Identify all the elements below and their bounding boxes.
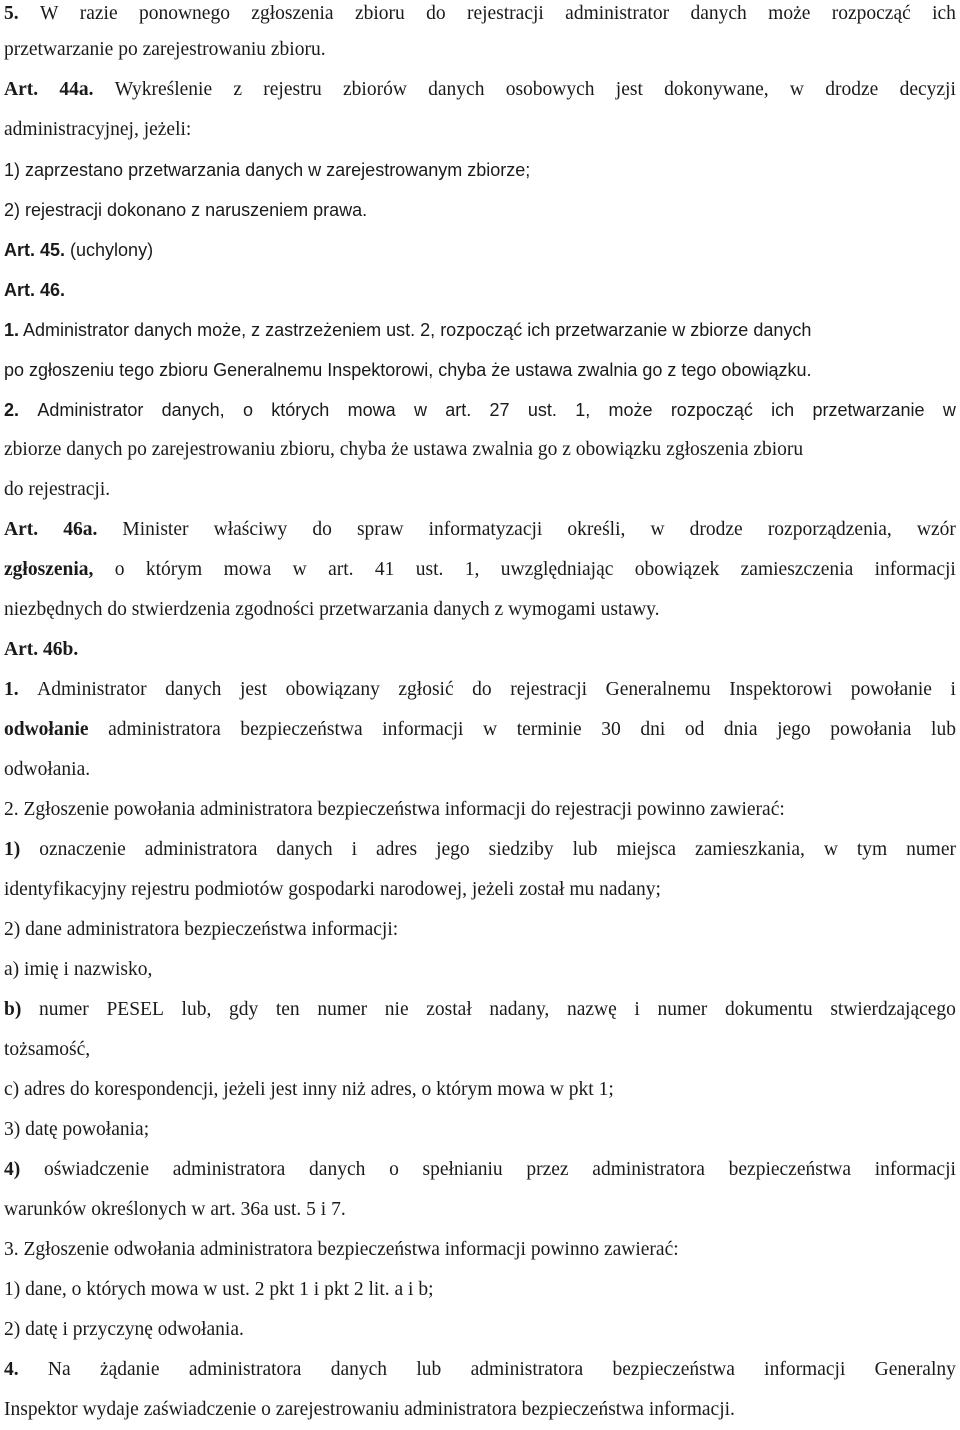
text-line [4,150,956,190]
text-content: 1) zaprzestano przetwarzania danych w zarejestrowanym zbiorze; [4,160,531,180]
text-word: rejestru [263,79,322,100]
text-word: administratora [172,1159,286,1180]
text-word: ich [771,400,795,420]
text-word: został [426,999,472,1020]
text-word: danych [330,1359,388,1380]
text-word: numer [657,999,708,1020]
text-word: administrator [565,3,670,24]
text-word: do [426,3,446,24]
text-line [4,950,956,990]
text-word: nie [384,999,409,1020]
text-word: 44a. [59,79,94,100]
text-word: administratora [592,1159,705,1180]
text-word: 1. [4,679,19,700]
text-word: decyzji [899,79,956,100]
text-word: Minister [122,519,189,540]
text-line [4,470,956,510]
text-line [4,1110,956,1150]
text-word: zamieszkania, [694,839,805,860]
text-word: adres [376,839,418,860]
text-word: mowa [347,400,396,420]
text-line [4,670,956,710]
text-word: Art. [4,519,39,540]
text-word: rejestracji [466,3,544,24]
text-word: przez [526,1159,569,1180]
text-content: odwołania. [4,759,91,780]
text-word: miejsca [616,839,677,860]
text-word: numer [906,839,956,860]
text-content: po zgłoszeniu tego zbioru Generalnemu Inspektorowi, chyba że ustawa zwalnia go z tego obowiązku. [4,360,812,380]
text-line [4,790,956,830]
text-line [4,1190,956,1230]
text-content: administracyjnej, jeżeli: [4,119,192,140]
text-line [4,910,956,950]
text-word: numer [317,999,368,1020]
text-content: Inspektor wydaje zaświadczenie o zarejestrowaniu administratora bezpieczeństwa informacji. [4,1399,735,1420]
text-word: w [942,400,956,420]
text-word: jest [615,79,643,100]
text-word: informatyzacji [428,519,543,540]
text-word: zamieszczenia [740,559,854,580]
text-word: Art. [4,79,39,100]
text-word: danych [165,679,222,700]
text-word: których [271,400,330,420]
text-line [4,1230,956,1270]
text-content: 2. Zgłoszenie powołania administratora bezpieczeństwa informacji do rejestracji powinno zawierać: [4,799,785,820]
text-word: 5. [4,3,19,24]
text-content: 2) datę i przyczynę odwołania. [4,1319,244,1340]
text-content: (uchylony) [65,240,154,260]
text-word: nazwę [566,999,617,1020]
text-line [4,270,956,310]
text-word: 30 [601,719,621,740]
text-word: z [233,79,243,100]
text-word: zbioru [354,3,405,24]
text-word: mowa [223,559,272,580]
text-line [4,1390,956,1430]
text-line [4,30,956,70]
text-line [4,0,956,30]
text-word: ponownego [138,3,230,24]
text-word: dokonywane, [664,79,769,100]
text-line [4,190,956,230]
text-word: lub, [181,999,212,1020]
text-line [4,1150,956,1190]
text-content: zbiorze danych po zarejestrowaniu zbioru, chyba że ustawa zwalnia go z obowiązku zgłoszenia zbioru [4,439,804,460]
text-word: osobowych [505,79,595,100]
text-word: terminie [516,719,582,740]
text-word: ust. [415,559,444,580]
text-word: art. [328,559,354,580]
document-text [4,0,956,1430]
text-word: art. [445,400,472,420]
article-number: Art. 46b. [4,639,79,660]
text-word: drodze [825,79,879,100]
text-content: przetwarzanie po zarejestrowaniu zbioru. [4,39,326,60]
text-word: żądanie [99,1359,160,1380]
text-word: dokumentu [724,999,813,1020]
text-word: b) [4,999,22,1020]
text-word: określi, [567,519,626,540]
text-word: Wykreślenie [114,79,213,100]
text-word: o [389,1159,399,1180]
text-word: spełnianiu [422,1159,503,1180]
text-word: 1, [464,559,480,580]
text-line [4,310,956,350]
text-word: w [292,559,307,580]
text-word: lub [416,1359,442,1380]
text-word: w [483,719,498,740]
text-word: razie [79,3,118,24]
text-word: właściwy [213,519,288,540]
text-word: drodze [689,519,743,540]
text-word: informacji [764,1359,846,1380]
text-word: oświadczenie [43,1159,149,1180]
text-line [4,1350,956,1390]
text-word: rejestracji [510,679,588,700]
text-word: do [312,519,332,540]
text-word: 1) [4,839,21,860]
text-word: i [351,839,358,860]
text-word: od [684,719,705,740]
text-word: 4. [4,1359,19,1380]
text-word: administratora [144,839,258,860]
text-word: danych [309,1159,366,1180]
text-word: gdy [228,999,259,1020]
text-word: zbiorów [343,79,407,100]
text-word: odwołanie [4,719,89,740]
text-word: dnia [723,719,758,740]
text-line [4,230,956,270]
text-word: rozpocząć [670,400,753,420]
text-word: bezpieczeństwa [240,719,363,740]
text-word: ust. [527,400,557,420]
text-word: administratora [188,1359,302,1380]
text-word: Generalnemu [605,679,711,700]
text-line [4,1310,956,1350]
text-word: jest [239,679,268,700]
text-word: może [608,400,653,420]
text-word: siedziby [488,839,554,860]
text-word: zgłosić [398,679,454,700]
text-word: 27 [489,400,510,420]
text-word: PESEL [106,999,164,1020]
text-word: w [413,400,427,420]
text-word: o [114,559,125,580]
text-word: informacji [874,1159,956,1180]
text-word: obowiązek [634,559,720,580]
text-line [4,630,956,670]
text-word: ten [275,999,300,1020]
text-word: Administrator [37,400,144,420]
text-content: c) adres do korespondencji, jeżeli jest inny niż adres, o którym mowa w pkt 1; [4,1079,614,1100]
text-word: 46a. [63,519,98,540]
text-content: 3. Zgłoszenie odwołania administratora bezpieczeństwa informacji powinno zawierać: [4,1239,679,1260]
article-number: Art. 46. [4,280,66,300]
text-word: informacji [874,559,956,580]
text-line [4,430,956,470]
text-content: identyfikacyjny rejestru podmiotów gospodarki narodowej, jeżeli został mu nadany; [4,879,661,900]
text-word: ich [932,3,956,24]
article-number: Art. 45. [4,240,66,260]
text-content: do rejestracji. [4,479,111,500]
text-word: Generalny [874,1359,956,1380]
text-word: jego [436,839,470,860]
text-word: administratora [470,1359,584,1380]
text-word: danych [428,79,485,100]
text-word: którym [145,559,203,580]
text-line [4,830,956,870]
text-word: zgłoszenia, [4,559,94,580]
text-word: administratora [108,719,221,740]
text-word: 2. [4,400,20,420]
text-line [4,350,956,390]
text-content: 1) dane, o których mowa w ust. 2 pkt 1 i pkt 2 lit. a i b; [4,1279,434,1300]
text-line [4,110,956,150]
text-word: tym [856,839,888,860]
text-content: 3) datę powołania; [4,1119,150,1140]
text-line [4,390,956,430]
text-word: wzór [916,519,956,540]
text-word: może [768,3,811,24]
text-word: i [634,999,640,1020]
text-word: informacji [382,719,464,740]
text-word: rozporządzenia, [767,519,892,540]
text-word: W [39,3,59,24]
text-word: lub [572,839,598,860]
text-word: stwierdzającego [830,999,956,1020]
text-word: bezpieczeństwa [612,1359,735,1380]
text-word: i [950,679,956,700]
text-word: spraw [356,519,404,540]
text-word: rozpocząć [831,3,911,24]
text-word: Administrator [37,679,147,700]
text-word: w [823,839,838,860]
text-word: w [650,519,665,540]
text-line [4,510,956,550]
text-word: przetwarzanie [812,400,925,420]
text-word: powołanie [850,679,932,700]
text-word: oznaczenie [39,839,126,860]
text-word: dni [640,719,666,740]
text-word: lub [931,719,956,740]
text-word: danych [276,839,333,860]
text-content: niezbędnych do stwierdzenia zgodności przetwarzania danych z wymogami ustawy. [4,599,660,620]
text-word: danych [690,3,747,24]
text-content: 2) dane administratora bezpieczeństwa informacji: [4,919,399,940]
text-word: obowiązany [285,679,380,700]
text-line [4,70,956,110]
text-word: danych, [161,400,225,420]
text-word: powołania [830,719,912,740]
text-word: 4) [4,1159,21,1180]
article-number: 1. [4,320,20,340]
text-content: tożsamość, [4,1039,91,1060]
text-line [4,550,956,590]
text-word: 41 [374,559,395,580]
text-line [4,590,956,630]
text-line [4,750,956,790]
text-word: jego [777,719,811,740]
text-content: warunków określonych w art. 36a ust. 5 i 7. [4,1199,346,1220]
text-word: w [789,79,805,100]
text-line [4,870,956,910]
text-line [4,1270,956,1310]
text-word: uwzględniając [500,559,614,580]
text-content: a) imię i nazwisko, [4,959,153,980]
text-line [4,710,956,750]
text-word: o [242,400,253,420]
text-word: Inspektorowi [729,679,833,700]
text-word: nadany, [489,999,550,1020]
text-word: 1, [575,400,591,420]
text-line [4,1030,956,1070]
text-line [4,1070,956,1110]
text-content: Administrator danych może, z zastrzeżeniem ust. 2, rozpocząć ich przetwarzanie w zbiorze danych [19,320,812,340]
text-word: Na [47,1359,71,1380]
text-word: zgłoszenia [251,3,334,24]
text-word: do [472,679,492,700]
text-word: bezpieczeństwa [728,1159,851,1180]
text-line [4,990,956,1030]
text-word: numer [38,999,89,1020]
text-content: 2) rejestracji dokonano z naruszeniem prawa. [4,200,368,220]
